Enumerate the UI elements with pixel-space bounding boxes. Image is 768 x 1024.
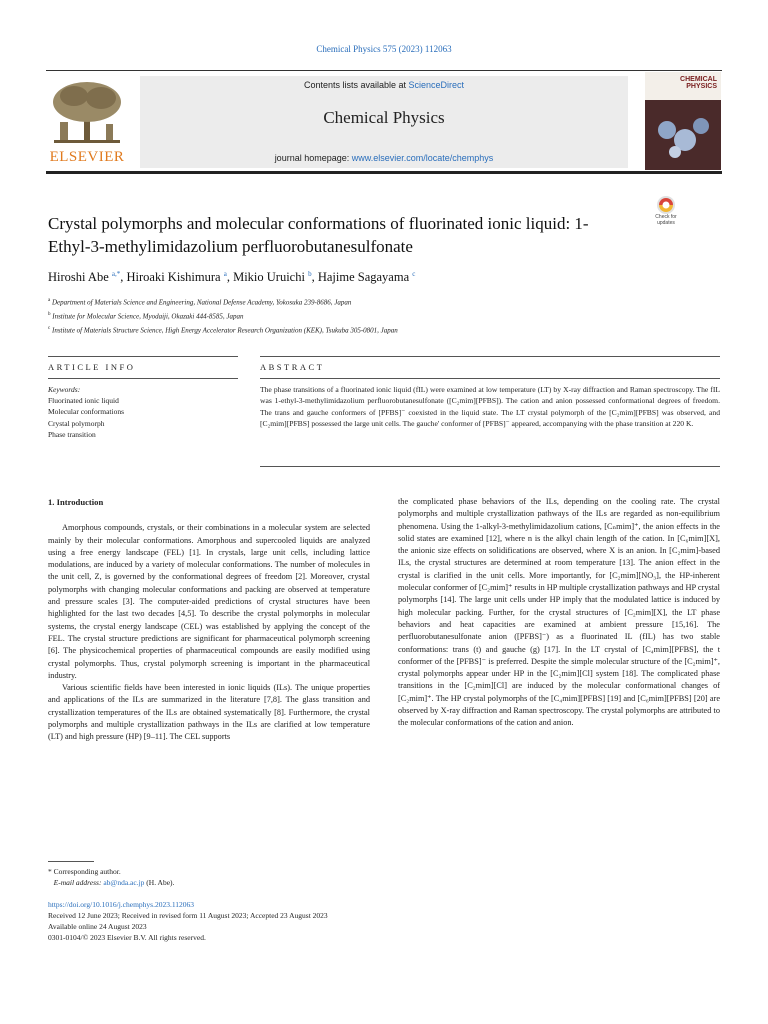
cover-title xyxy=(680,76,717,90)
author-list: Hiroshi Abe $^{a,*}$, Hiroaki Kishimura $^a$, Mikio Uruichi $^b$, Hajime Sagayama $^c$ xyxy=(48,270,416,285)
email-link[interactable]: ab@nda.ac.jp xyxy=(103,878,145,887)
keyword: Fluorinated ionic liquid xyxy=(48,396,119,406)
check-updates-icon xyxy=(646,193,686,233)
elsevier-tree-icon xyxy=(46,78,128,148)
corresponding-author-note: * Corresponding author. xyxy=(48,867,121,876)
author-mark[interactable]: b xyxy=(308,270,312,278)
affiliations xyxy=(48,295,708,336)
header-rule-bottom xyxy=(46,171,722,174)
online-date: Available online 24 August 2023 xyxy=(48,922,147,931)
check-updates-line2: updates xyxy=(657,220,675,226)
affiliation xyxy=(48,323,708,337)
affiliation-mark: b xyxy=(48,311,51,317)
email-label: E-mail address: xyxy=(53,878,104,887)
article-info-rule xyxy=(48,378,238,379)
homepage-link[interactable]: www.elsevier.com/locate/chemphys xyxy=(351,153,494,163)
body-column-left xyxy=(48,496,370,744)
keyword: Molecular conformations xyxy=(48,407,125,417)
author-mark[interactable]: a,* xyxy=(111,270,121,278)
keywords-label: Keywords: xyxy=(48,385,81,394)
email-line xyxy=(48,877,448,888)
body-paragraph: Amorphous compounds, crystals, or their combinations in a molecular system are selected mainly by their molecular conformations. Amorphous and supercooled liquids are analyzed using a free energy landscape (FEL) [1]. In crystals, large unit cells, including lattice modulations, are induced by a variety of molecular conformations. The number of molecules in the unit cell, Z, is governed by the conformational degrees of freedom [2]. Moreover, crystal polymorphs with changing molecular conformations and packing are observed at temperature and pressure scales [3]. The computer-aided predictions of crystal structures have been highlighted for the last two decades [4,5]. To describe the crystal polymorphs in molecular systems, the crystal energy landscape (CEL) was established by applying the concept of the FEL. The crystal structure predictions are significant for pharmaceutical polymorph screening [6]. The physicochemical properties of pharmaceutical compounds are easily modified using crystal polymorphs. Thus, crystal polymorph screening is important in the pharmaceutical industry. xyxy=(48,523,370,680)
author-name[interactable]: Mikio Uruichi xyxy=(233,270,305,285)
keyword: Crystal polymorph xyxy=(48,418,105,428)
affiliation xyxy=(48,309,708,323)
affiliation xyxy=(48,295,708,309)
author-mark[interactable]: c xyxy=(412,270,416,278)
header-rule-top xyxy=(46,70,722,71)
affiliation-mark: c xyxy=(48,325,51,331)
author-mark[interactable]: a xyxy=(223,270,227,278)
copyright: 0301-0104/© 2023 Elsevier B.V. All rights reserved. xyxy=(48,933,206,942)
doi-link[interactable]: https://doi.org/10.1016/j.chemphys.2023.112063 xyxy=(48,900,195,909)
affiliation-text: Institute of Materials Structure Science, High Energy Accelerator Research Organization (KEK), Tsukuba 305-0801, Japan xyxy=(51,325,398,334)
email-suffix: (H. Abe). xyxy=(144,878,175,887)
body-paragraph: the complicated phase behaviors of the ILs, depending on the cooling rate. The crystal polymorphs and multiple crystallization pathways of the ILs are regarded as non-equilibrium phenomena. Using the 1-alkyl-3-methylimidazolium cations, [Cₙmim]⁺, the anion effects in the solid states are examined [12], where n is the alkyl chain length of the cation. In [C₆mim][X], the anionic size effects on solidifications are observed, where X is an anion. In [C₂mim]-based ILs, the crystal structures are determined at room temperature [13]. The anion effect in the crystal is clarified in the unit cells. More importantly, for [C₂mim][NO₃], the HP-inherent molecular conformer of [C₂mim]⁺ results in HP multiple crystallization pathways and HP crystal polymorphs [14]. The large unit cells under HP imply that the modulated lattice is induced by high molecular packing. Further, for the crystal structures of [C₂mim][X], the LT phase behaviors and heat capacities are examined at ambient pressure [15,16]. The perfluorobutanesulfonate anion ([PFBS]⁻) as a fluorinated IL (fIL) has two stable conformations: trans (t) and gauche (g) [17]. In the LT crystal of [C₄mim][PFBS], the t conformer of the [PFBS]⁻ is preferred. Despite the simple molecular structure of the [C₂mim]⁺, crystal polymorphs appear under HP in the [C₂mim][Cl] system [18]. The complicated phase transitions in the [C₂mim][Cl] are induced by the molecular conformational changes of [C₂mim]⁺. The HP crystal polymorphs of the [C₄mim][PFBS] [19] and [C₆mim][PFBS] [20] are observed by X-ray diffraction and Raman spectroscopy. The crystal polymorphs are attributed to the molecular conformations of the cation and anion. xyxy=(398,497,720,728)
author-name[interactable]: Hiroaki Kishimura xyxy=(126,270,221,285)
top-citation[interactable]: Chemical Physics 575 (2023) 112063 xyxy=(316,44,452,54)
body-column-right xyxy=(398,496,720,730)
elsevier-logo[interactable] xyxy=(46,78,128,166)
journal-name[interactable]: Chemical Physics xyxy=(323,108,445,127)
keyword: Phase transition xyxy=(48,429,96,439)
contents-prefix: Contents lists available at xyxy=(303,80,409,90)
elsevier-wordmark: ELSEVIER xyxy=(49,149,125,165)
abstract-heading: ABSTRACT xyxy=(260,362,325,372)
cover-title-line2: PHYSICS xyxy=(686,83,717,90)
sciencedirect-link[interactable]: ScienceDirect xyxy=(408,80,465,90)
article-info-heading: ARTICLE INFO xyxy=(48,362,136,372)
abstract-rule xyxy=(260,378,720,379)
check-updates-line1: Check for xyxy=(655,214,677,220)
abstract-text: The phase transitions of a fluorinated ionic liquid (fIL) were examined at low temperature (LT) by X-ray diffraction and Raman spectroscopy. The fIL was 1-ethyl-3-methylimidazolium perfluorobutanesulfonate ([C₂mim][PFBS]). The cation and anion possessed conformational degrees of freedom. The trans and gauche conformers of [PFBS]⁻ coexisted in the liquid state. The LT crystal polymorph of the [C₂mim][PFBS] was observed, and [C₂mim][PFBS] possessed the large unit cells. The gauche' conformer of [PFBS]⁻ appeared, accompanying with the phase transition at 220 K. xyxy=(260,385,720,428)
received-dates: Received 12 June 2023; Received in revised form 11 August 2023; Accepted 23 August 2023 xyxy=(48,911,328,920)
section-heading: 1. Introduction xyxy=(48,497,104,507)
article-title: Crystal polymorphs and molecular conformations of fluorinated ionic liquid: 1-Ethyl-3-methylimidazolium perfluorobutanesulfonate xyxy=(48,214,589,256)
homepage-prefix: journal homepage: xyxy=(274,153,352,163)
affiliation-mark: a xyxy=(48,298,51,303)
abstract-rule-bottom xyxy=(260,466,720,467)
cover-title-line1: CHEMICAL xyxy=(680,76,717,83)
body-paragraph: Various scientific fields have been interested in ionic liquids (ILs). The unique properties and applications of the ILs are summarized in the literature [7,8]. The glass transition and crystallization temperatures of the ILs are obtained systematically [8]. Furthermore, the crystal polymorphs and multiple crystallization pathways in the ILs are clarified at low temperature (LT) and high pressure (HP) [9–11]. The CEL supports xyxy=(48,683,370,742)
journal-cover[interactable] xyxy=(645,72,721,170)
abstract-rule-top xyxy=(260,356,720,357)
contents-line xyxy=(140,80,628,90)
article-info-rule-top xyxy=(48,356,238,357)
author-name[interactable]: Hajime Sagayama xyxy=(317,270,410,285)
affiliation-text: Department of Materials Science and Engineering, National Defense Academy, Yokosuka 239-8686, Japan xyxy=(51,298,352,307)
footnote xyxy=(48,866,448,888)
article-meta xyxy=(48,899,548,943)
affiliation-text: Institute for Molecular Science, Myodaiji, Okazaki 444-8585, Japan xyxy=(52,312,244,321)
cover-art-icon xyxy=(645,100,721,170)
footnote-rule xyxy=(48,861,94,862)
keywords-block xyxy=(48,384,238,440)
check-updates-label xyxy=(646,214,686,226)
homepage-line xyxy=(140,153,628,163)
author-name[interactable]: Hiroshi Abe xyxy=(48,270,109,285)
